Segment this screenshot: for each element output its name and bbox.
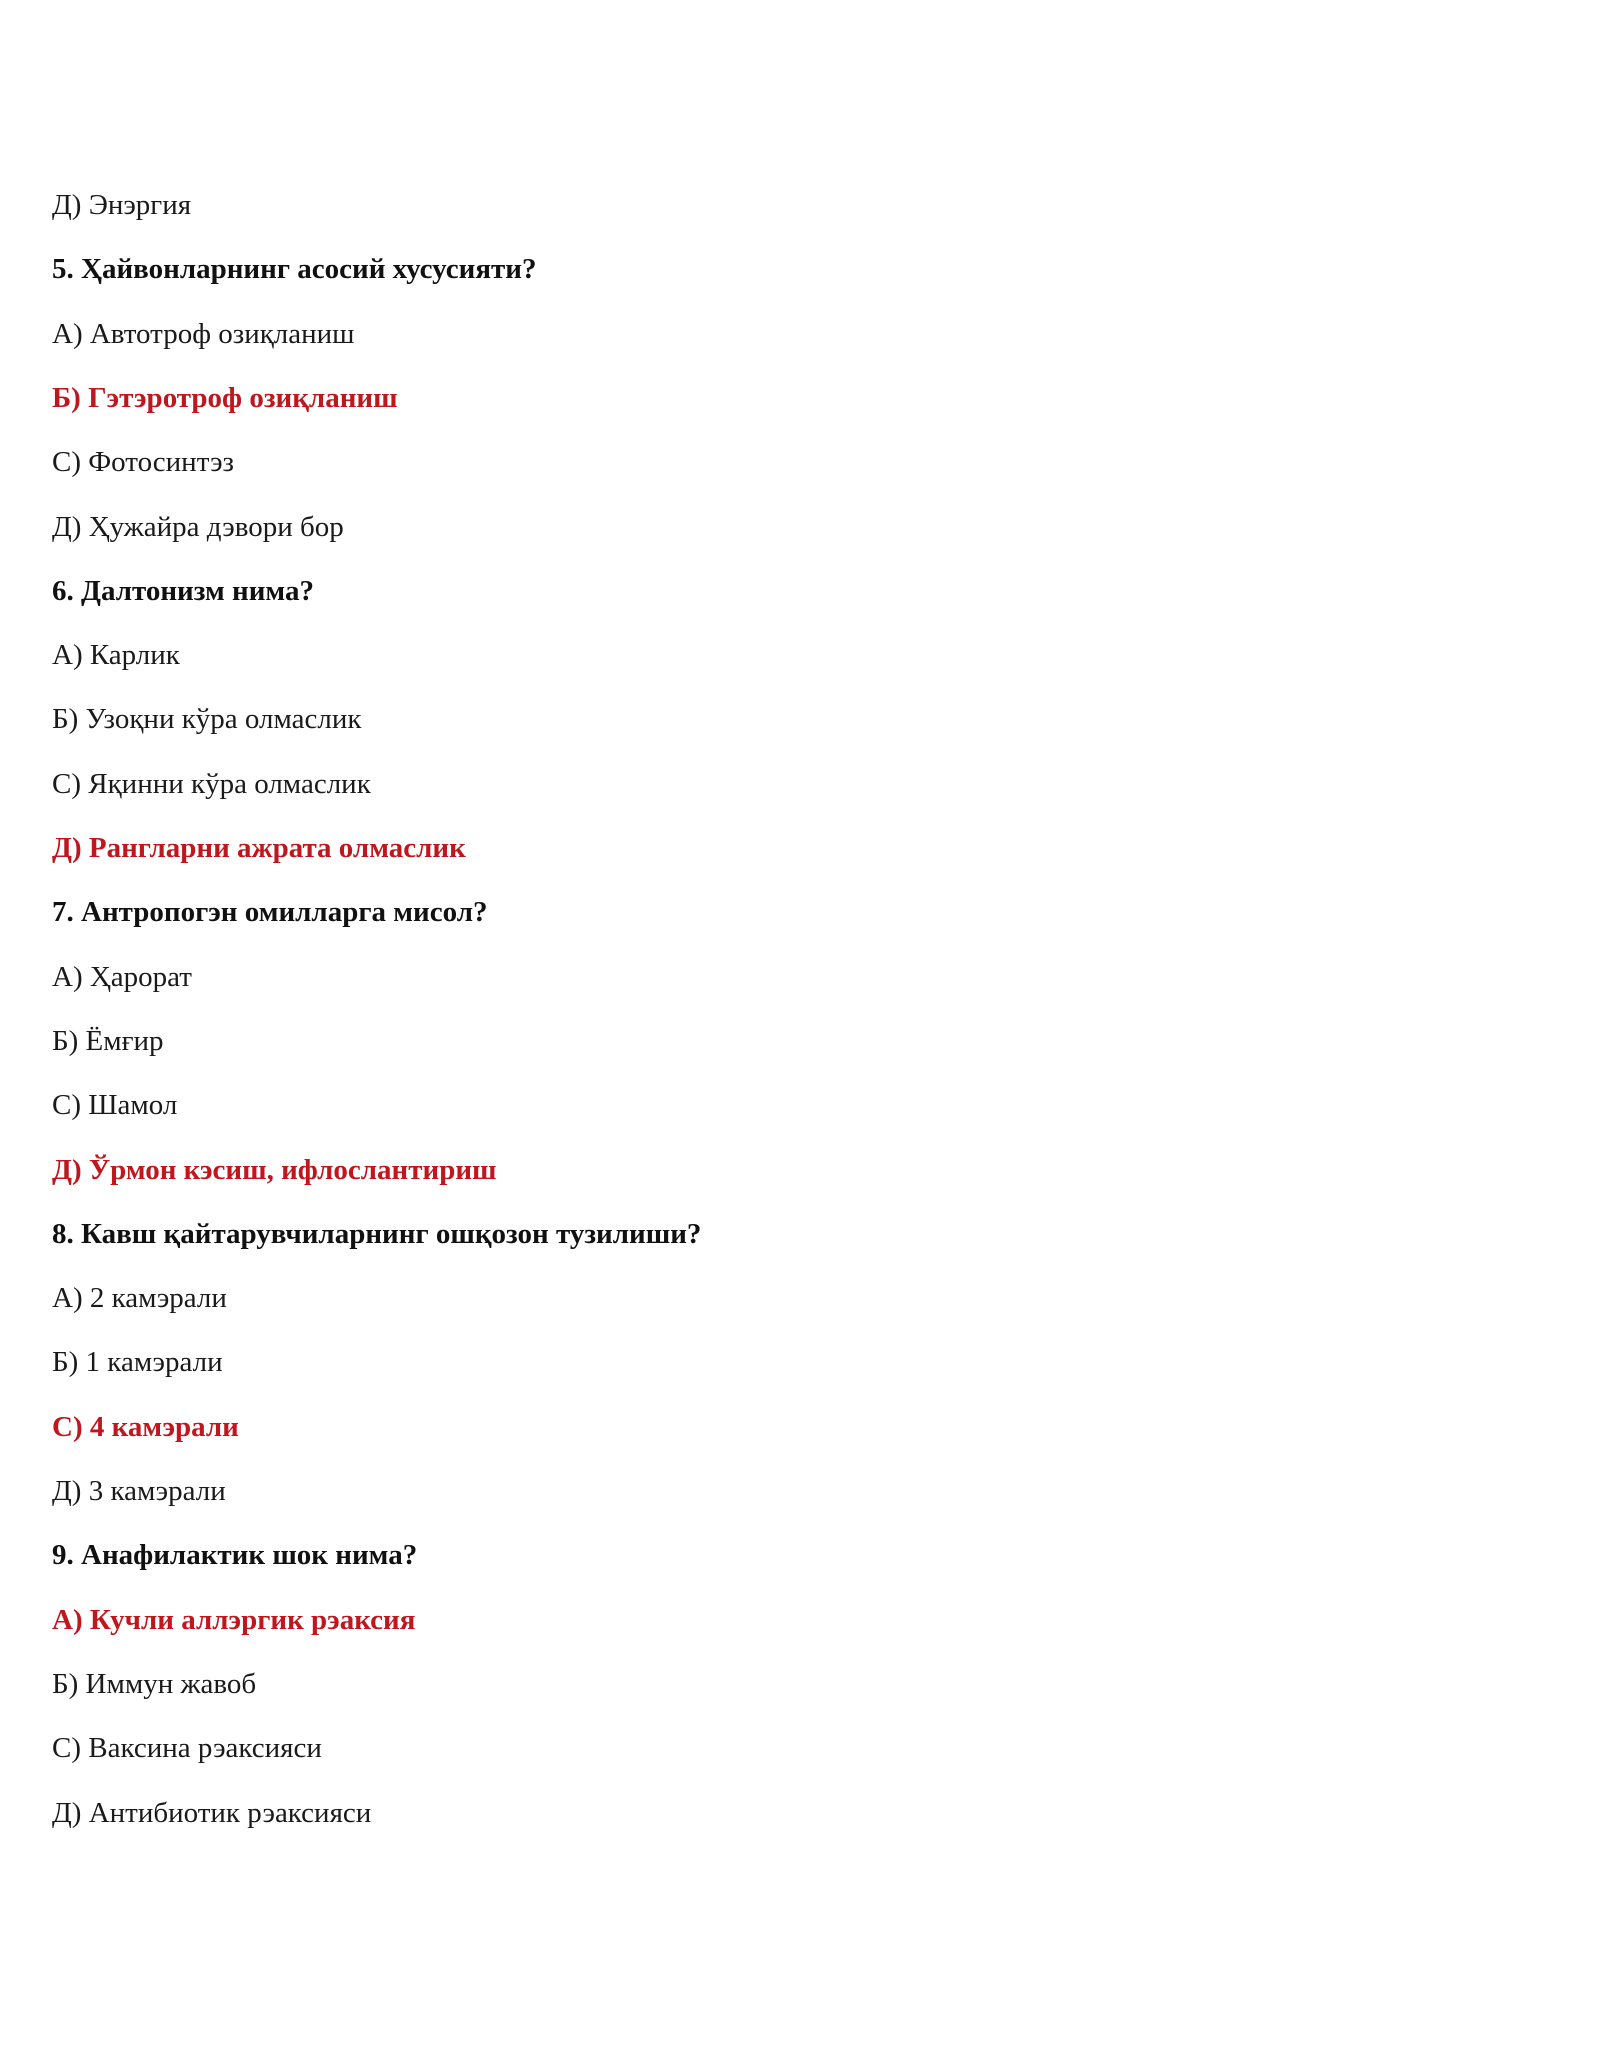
- correct-answer-option: А) Кучли аллэргик рэаксия: [52, 1604, 416, 1636]
- question-heading: 9. Анафилактик шок нима?: [52, 1539, 418, 1571]
- correct-answer-option: Д) Рангларни ажрата олмаслик: [52, 832, 466, 864]
- answer-option: Б) Иммун жавоб: [52, 1668, 257, 1700]
- answer-option: Б) Узоқни кўра олмаслик: [52, 703, 362, 735]
- answer-option: А) Автотроф озиқланиш: [52, 318, 355, 350]
- question-heading: 7. Антропогэн омилларга мисол?: [52, 896, 488, 928]
- answer-option: Д) Антибиотик рэаксияси: [52, 1797, 372, 1829]
- answer-option: Б) 1 камэрали: [52, 1346, 223, 1378]
- answer-option: А) Карлик: [52, 639, 180, 671]
- correct-answer-option: С) 4 камэрали: [52, 1411, 239, 1443]
- answer-option: Д) Энэргия: [52, 189, 192, 221]
- correct-answer-option: Б) Гэтэротроф озиқланиш: [52, 382, 398, 414]
- answer-option: А) 2 камэрали: [52, 1282, 227, 1314]
- answer-option: Б) Ёмғир: [52, 1025, 164, 1057]
- answer-option: Д) Ҳужайра дэвори бор: [52, 511, 344, 543]
- answer-option: С) Ваксина рэаксияси: [52, 1732, 322, 1764]
- answer-option: С) Фотосинтэз: [52, 446, 235, 478]
- question-heading: 5. Ҳайвонларнинг асосий хусусияти?: [52, 253, 537, 285]
- answer-option: С) Яқинни кўра олмаслик: [52, 768, 371, 800]
- question-heading: 8. Кавш қайтарувчиларнинг ошқозон тузилиши?: [52, 1218, 702, 1250]
- correct-answer-option: Д) Ўрмон кэсиш, ифлослантириш: [52, 1154, 497, 1186]
- answer-option: А) Ҳарорат: [52, 961, 192, 993]
- answer-option: С) Шамол: [52, 1089, 178, 1121]
- question-heading: 6. Далтонизм нима?: [52, 575, 314, 607]
- answer-option: Д) 3 камэрали: [52, 1475, 226, 1507]
